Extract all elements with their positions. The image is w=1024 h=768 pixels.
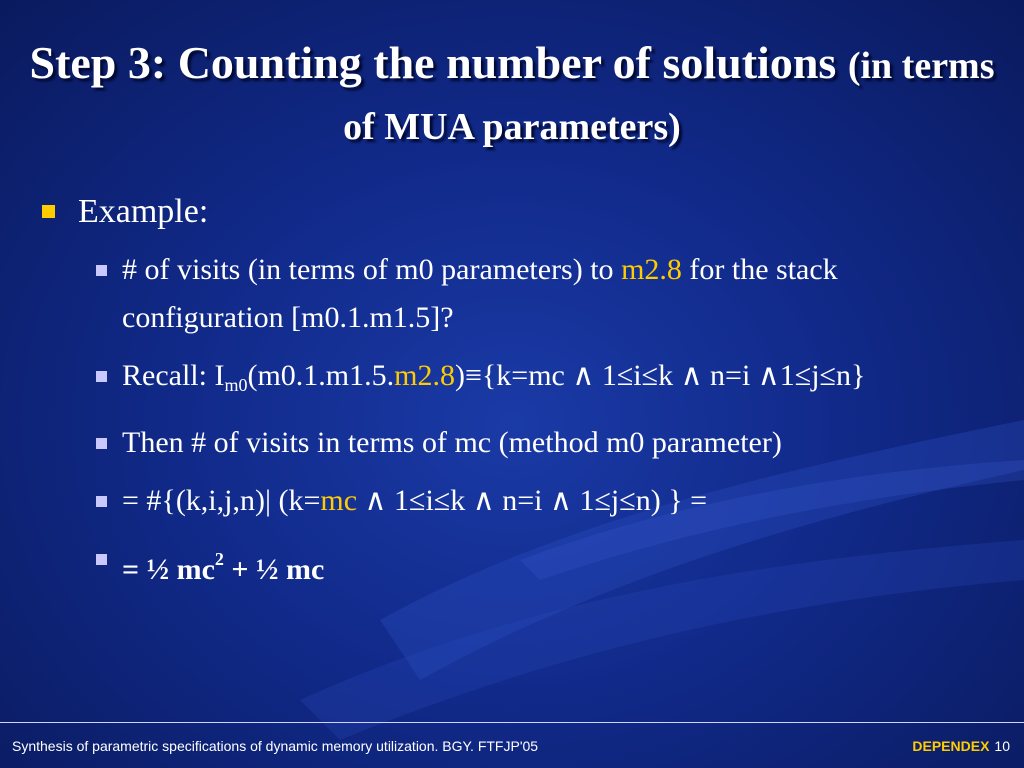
page-number: 10: [994, 738, 1010, 754]
footer-divider: [0, 722, 1024, 723]
bullet-text: for the stack configuration [m0.1.m1.5]?: [122, 253, 838, 334]
square-bullet-icon: [96, 438, 107, 449]
highlight-text: m2.8: [621, 253, 682, 286]
title-main: Step 3: Counting the number of solutions: [29, 37, 837, 88]
bullet-recall: [42, 352, 992, 409]
bullet-example-text: Example:: [78, 193, 209, 230]
footer-brand: DEPENDEX: [912, 738, 990, 754]
bullet-text: # of visits (in terms of m0 parameters) to: [122, 253, 622, 286]
footer-right: [912, 738, 1010, 754]
bullet-text: + ½ mc: [223, 553, 325, 586]
bullet-text: Then # of visits in terms of mc (method m0 parameter): [122, 426, 782, 459]
subscript-text: m0: [224, 375, 248, 395]
bullet-set-count: [42, 477, 992, 525]
square-bullet-icon: [96, 554, 107, 565]
page-title: [20, 34, 1004, 156]
bullet-text: (m0.1.m1.5.: [247, 359, 395, 392]
highlight-text: m2.8: [394, 359, 455, 392]
bullet-example: [42, 192, 992, 232]
bullet-visits-question: [42, 246, 992, 342]
square-bullet-icon: [42, 205, 55, 218]
bullet-text: )≡{k=mc ∧ 1≤i≤k ∧ n=i ∧1≤j≤n}: [454, 359, 866, 392]
bullet-then: [42, 419, 992, 467]
bullet-result: [42, 535, 992, 594]
superscript-text: 2: [214, 549, 224, 569]
bullet-text: Recall: I: [122, 359, 225, 392]
bullet-text: = ½ mc: [122, 553, 215, 586]
bullet-text: = #{(k,i,j,n)| (k=: [122, 484, 321, 517]
slide-content: [42, 192, 992, 604]
highlight-text: mc: [320, 484, 358, 517]
bullet-text: ∧ 1≤i≤k ∧ n=i ∧ 1≤j≤n) } =: [357, 484, 708, 517]
footer-citation: Synthesis of parametric specifications of dynamic memory utilization. BGY. FTFJP'05: [12, 738, 539, 754]
square-bullet-icon: [96, 371, 107, 382]
square-bullet-icon: [96, 265, 107, 276]
square-bullet-icon: [96, 496, 107, 507]
title-sub: (in terms of MUA parameters): [343, 45, 995, 148]
